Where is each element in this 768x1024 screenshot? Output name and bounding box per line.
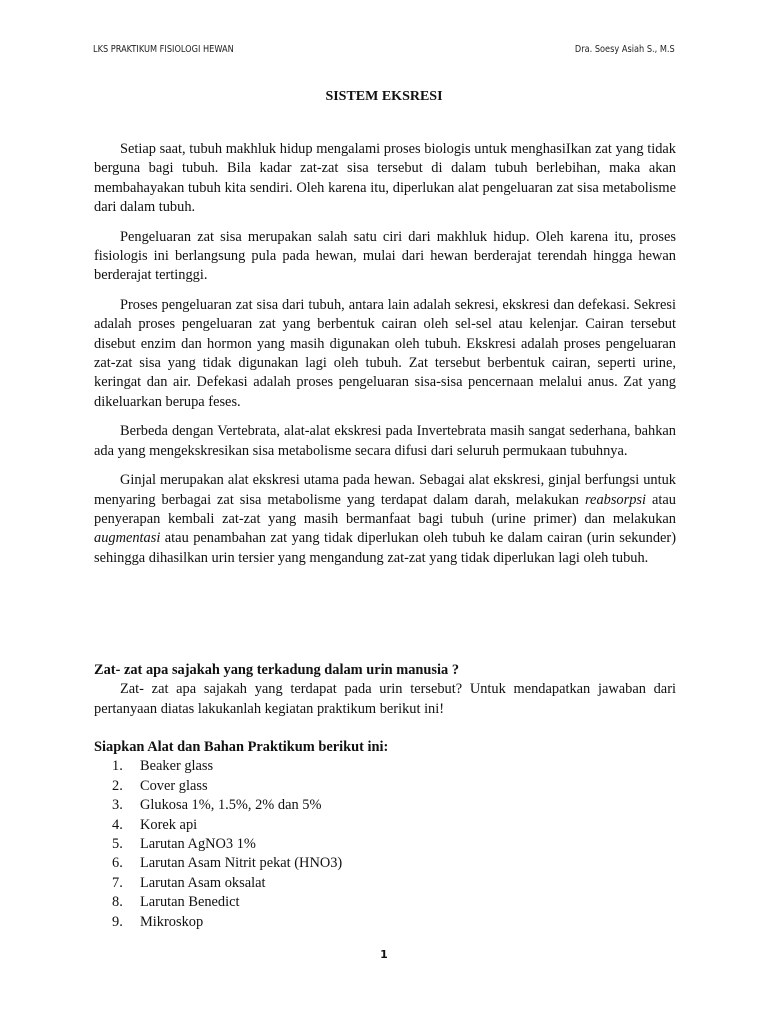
list-item-number: 9.: [112, 913, 123, 930]
list-item: [94, 757, 676, 776]
list-item-label: Beaker glass: [140, 758, 214, 775]
paragraph-2: Pengeluaran zat sisa merupakan salah satu ciri dari makhluk hidup. Oleh karena itu, proses fisiologis ini berlangsung pula pada hewan, mulai dari hewan berderajat terendah hingga hewan berderajat tertinggi.: [94, 228, 676, 284]
page-number: 1: [380, 948, 388, 961]
intro-body: [94, 140, 676, 578]
materials-heading: Siapkan Alat dan Bahan Praktikum berikut ini:: [94, 739, 389, 755]
list-item-label: Glukosa 1%, 1.5%, 2% dan 5%: [140, 797, 322, 814]
list-item-label: Cover glass: [140, 777, 208, 794]
paragraph-5: [94, 471, 676, 568]
list-item: [94, 777, 676, 796]
list-item-number: 7.: [112, 874, 123, 891]
materials-list: [94, 757, 676, 932]
list-item-number: 1.: [112, 758, 123, 775]
list-item: [94, 913, 676, 932]
list-item-label: Larutan AgNO3 1%: [140, 835, 256, 852]
term-reabsorpsi: reabsorpsi: [584, 491, 647, 508]
list-item-label: Larutan Asam oksalat: [140, 874, 266, 891]
question-heading: Zat- zat apa sajakah yang terkadung dalam urin manusia ?: [94, 662, 460, 678]
list-item-number: 2.: [112, 777, 123, 794]
paragraph-5-part-a: Ginjal merupakan alat ekskresi utama pada hewan. Sebagai alat ekskresi, ginjal berfungsi untuk menyaring berbagai zat sisa metabolisme yang terdapat dalam darah, melakukan: [94, 472, 676, 508]
header-course-title: LKS PRAKTIKUM FISIOLOGI HEWAN: [93, 44, 234, 55]
list-item-number: 8.: [112, 894, 123, 911]
list-item: [94, 874, 676, 893]
question-section: [94, 661, 676, 719]
list-item-number: 5.: [112, 835, 123, 852]
list-item: [94, 893, 676, 912]
term-augmentasi: augmentasi: [94, 530, 161, 547]
paragraph-4: Berbeda dengan Vertebrata, alat-alat ekskresi pada Invertebrata masih sangat sederhana, bahkan ada yang mengekskresikan sisa metabolisme secara difusi dari seluruh permukaan tubuhnya.: [94, 423, 676, 459]
list-item: [94, 816, 676, 835]
question-text: Zat- zat apa sajakah yang terdapat pada urin tersebut? Untuk mendapatkan jawaban dari pertanyaan diatas lakukanlah kegiatan praktikum berikut ini!: [94, 681, 676, 717]
paragraph-5-part-b: atau penyerapan kembali zat-zat yang masih bermanfaat bagi tubuh (urine primer) dan melakukan: [94, 491, 676, 527]
paragraph-3: Proses pengeluaran zat sisa dari tubuh, antara lain adalah sekresi, ekskresi dan defekasi. Sekresi adalah proses pengeluaran zat yang berbentuk cairan oleh sel-sel atau kelenjar. Cairan tersebut disebut enzim dan hormon yang masih digunakan oleh tubuh. Ekskresi adalah proses pengeluaran zat-zat sisa yang tidak digunakan lagi oleh tubuh. Zat tersebut berbentuk cairan, seperti urine, keringat dan air. Defekasi adalah proses pengeluaran sisa-sisa pencernaan melalui anus. Zat yang dikeluarkan berupa feses.: [94, 296, 676, 410]
page-title: SISTEM EKSRESI: [325, 89, 443, 104]
list-item-number: 3.: [112, 797, 123, 814]
list-item-label: Larutan Asam Nitrit pekat (HNO3): [140, 855, 343, 872]
list-item: [94, 835, 676, 854]
materials-section: [94, 738, 676, 932]
list-item: [94, 796, 676, 815]
paragraph-1: Setiap saat, tubuh makhluk hidup mengalami proses biologis untuk menghasiIkan zat yang tidak berguna bagi tubuh. Bila kadar zat-zat sisa tersebut di dalam tubuh berlebihan, maka akan membahayakan tubuh kita sendiri. Oleh karena itu, diperlukan alat pengeluaran zat sisa metabolisme dari dalam tubuh.: [94, 141, 676, 216]
paragraph-5-part-c: atau penambahan zat yang tidak diperlukan oleh tubuh ke dalam cairan (urin sekunder) sehingga dihasilkan urin tersier yang mengandung zat-zat yang tidak diperlukan lagi oleh tubuh.: [94, 530, 676, 566]
list-item-label: Larutan Benedict: [140, 894, 240, 911]
list-item: [94, 854, 676, 873]
header-author: Dra. Soesy Asiah S., M.S: [575, 44, 675, 55]
list-item-label: Korek api: [140, 816, 198, 833]
list-item-number: 6.: [112, 855, 123, 872]
list-item-label: Mikroskop: [140, 913, 204, 930]
list-item-number: 4.: [112, 816, 123, 833]
